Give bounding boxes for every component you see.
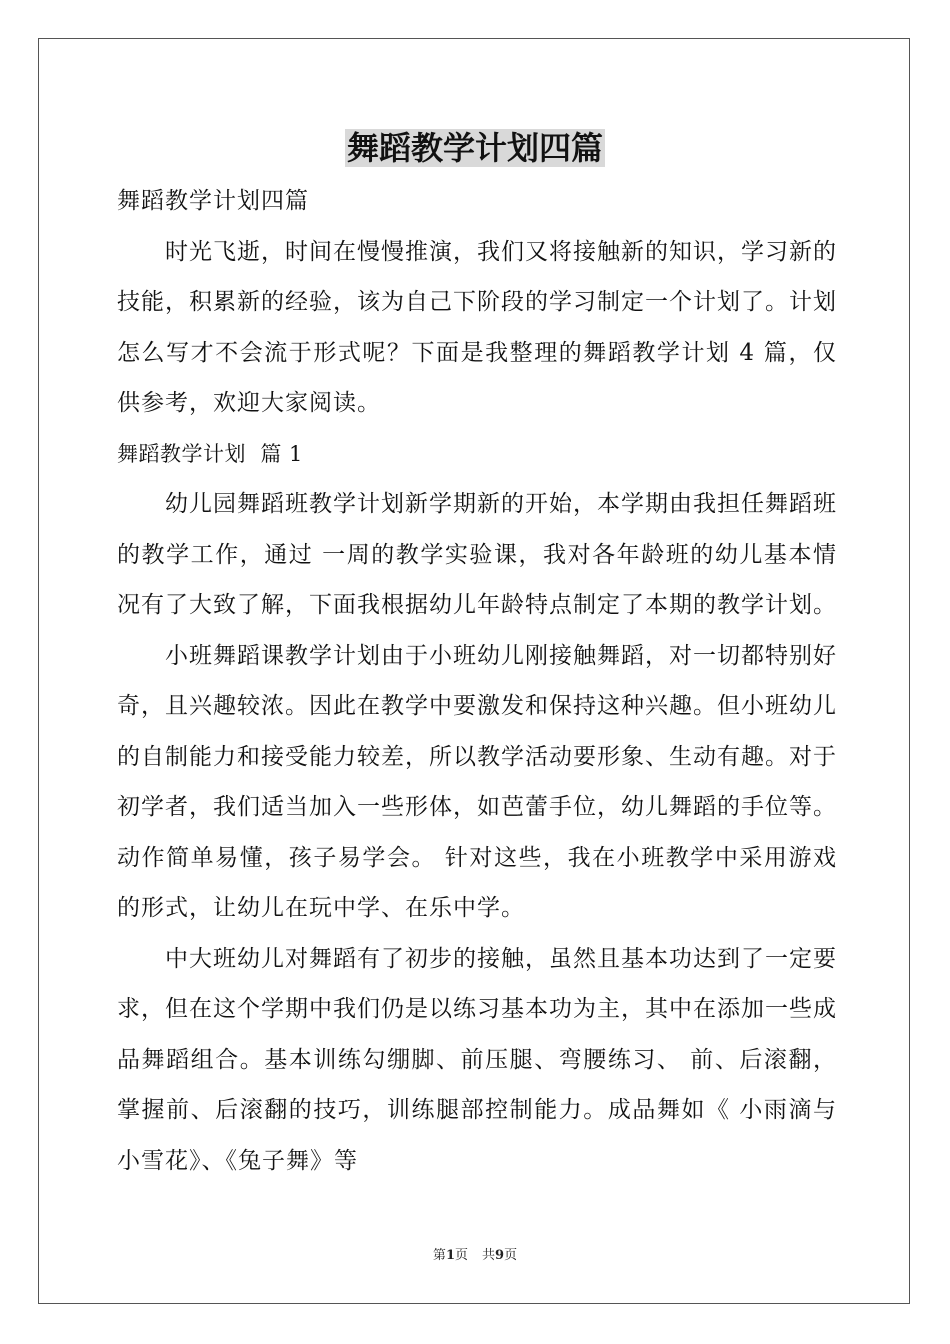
page-prefix: 第 bbox=[432, 1248, 446, 1263]
page-total bbox=[482, 1248, 517, 1263]
total-count: 9 bbox=[495, 1248, 505, 1263]
document-title bbox=[0, 126, 950, 170]
body-paragraph-1: 幼儿园舞蹈班教学计划新学期新的开始，本学期由我担任舞蹈班的教学工作，通过 一周的教学实验课，我对各年龄班的幼儿基本情况有了大致了解，下面我根据幼儿年龄特点制定了本期的教学计划。 bbox=[117, 491, 837, 618]
total-suffix: 页 bbox=[504, 1248, 518, 1263]
page-number bbox=[433, 1248, 468, 1263]
body-paragraph-2: 小班舞蹈课教学计划由于小班幼儿刚接触舞蹈，对一切都特别好奇，且兴趣较浓。因此在教学中要激发和保持这种兴趣。但小班幼儿的自制能力和接受能力较差，所以教学活动要形象、生动有趣。对于初学者，我们适当加入一些形体，如芭蕾手位，幼儿舞蹈的手位等。动作简单易懂，孩子易学会。 针对这些，我在小班教学中采用游戏的形式，让幼儿在玩中学、在乐中学。 bbox=[117, 642, 837, 921]
document-subtitle: 舞蹈教学计划四篇 bbox=[117, 188, 309, 214]
section-heading: 舞蹈教学计划 篇 1 bbox=[117, 441, 303, 466]
document-body bbox=[117, 176, 837, 1186]
page-current: 1 bbox=[445, 1248, 455, 1263]
intro-paragraph: 时光飞逝，时间在慢慢推演，我们又将接触新的知识，学习新的技能，积累新的经验，该为自己下阶段的学习制定一个计划了。计划怎么写才不会流于形式呢？下面是我整理的舞蹈教学计划 4 篇，仅供参考，欢迎大家阅读。 bbox=[117, 238, 837, 416]
page-footer bbox=[0, 1247, 950, 1265]
body-paragraph-3: 中大班幼儿对舞蹈有了初步的接触，虽然且基本功达到了一定要求，但在这个学期中我们仍是以练习基本功为主，其中在添加一些成品舞蹈组合。基本训练勾绷脚、前压腿、弯腰练习、 前、后滚翻，掌握前、后滚翻的技巧，训练腿部控制能力。成品舞如《 小雨滴与小雪花》、《兔子舞》等 bbox=[117, 945, 837, 1174]
page-suffix: 页 bbox=[454, 1248, 468, 1263]
document-title-text: 舞蹈教学计划四篇 bbox=[346, 129, 603, 167]
total-prefix: 共 bbox=[482, 1248, 496, 1263]
